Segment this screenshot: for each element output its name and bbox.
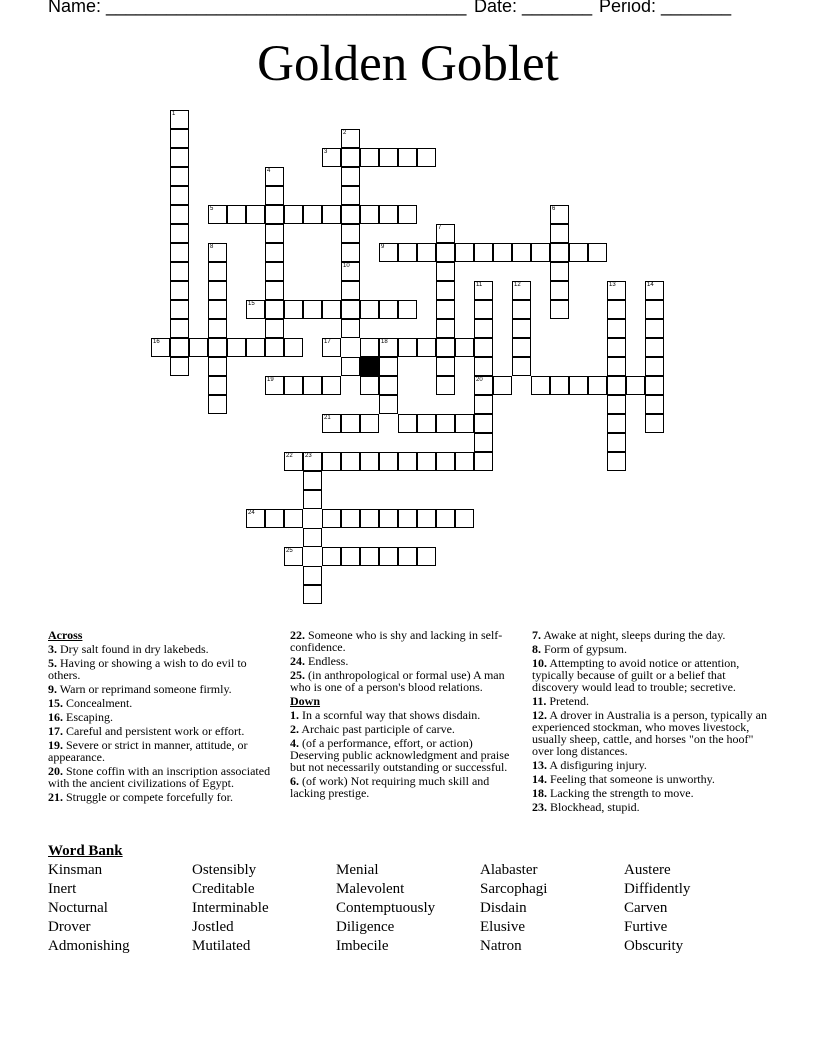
grid-cell[interactable] [303,205,322,224]
grid-cell[interactable] [246,300,265,319]
word-bank-title: Word Bank [48,843,123,859]
grid-cell[interactable] [341,262,360,281]
grid-cell[interactable] [398,509,417,528]
word-bank-item: Jostled [192,919,234,935]
grid-cell[interactable] [246,205,265,224]
grid-cell[interactable] [322,376,341,395]
word-bank-item: Mutilated [192,938,251,954]
grid-cell[interactable] [474,452,493,471]
grid-cell[interactable] [170,338,189,357]
grid-cell[interactable] [379,357,398,376]
grid-cell[interactable] [607,319,626,338]
word-bank-item: Interminable [192,900,269,916]
clue-down-1: 1. In a scornful way that shows disdain. [290,708,481,722]
grid-cell[interactable] [265,243,284,262]
clue-down-2: 2. Archaic past participle of carve. [290,722,455,736]
word-bank-item: Austere [624,862,671,878]
word-bank-item: Elusive [480,919,525,935]
clue-across-15: 15. Concealment. [48,696,133,710]
grid-cell[interactable] [417,509,436,528]
grid-cell[interactable] [265,281,284,300]
word-bank-item: Sarcophagi [480,881,548,897]
grid-cell[interactable] [398,452,417,471]
grid-cell[interactable] [379,547,398,566]
grid-cell[interactable] [208,300,227,319]
grid-cell[interactable] [569,376,588,395]
grid-cell[interactable] [322,148,341,167]
grid-cell[interactable] [474,243,493,262]
grid-cell[interactable] [170,281,189,300]
clue-down-11: 11. Pretend. [532,694,589,708]
clue-down-10: 10. Attempting to avoid notice or attention, typically because of guilt or a belief that discovery would lead to trouble; secretive. [532,656,740,694]
clue-number: 16 [153,339,160,345]
grid-cell[interactable] [607,433,626,452]
grid-cell[interactable] [436,452,455,471]
clue-across-22: 22. Someone who is shy and lacking in self-confidence. [290,628,503,654]
grid-cell[interactable] [246,509,265,528]
grid-cell[interactable] [550,224,569,243]
grid-cell[interactable] [341,452,360,471]
grid-cell[interactable] [379,300,398,319]
grid-cell[interactable] [341,224,360,243]
clue-number: 10 [343,263,350,269]
grid-cell[interactable] [284,300,303,319]
grid-cell[interactable] [341,243,360,262]
grid-cell[interactable] [208,357,227,376]
grid-cell[interactable] [303,452,322,471]
grid-cell[interactable] [170,319,189,338]
word-bank-item: Disdain [480,900,527,916]
clue-number: 14 [647,282,654,288]
grid-cell[interactable] [341,300,360,319]
grid-cell[interactable] [170,224,189,243]
clue-across-17: 17. Careful and persistent work or effort. [48,724,245,738]
grid-cell[interactable] [265,509,284,528]
grid-cell[interactable] [170,357,189,376]
clue-number: 22 [286,453,293,459]
grid-cell[interactable] [398,205,417,224]
grid-cell[interactable] [379,205,398,224]
word-bank-item: Contemptuously [336,900,436,916]
grid-cell[interactable] [512,300,531,319]
word-bank-item: Kinsman [48,862,103,878]
clue-down-13: 13. A disfiguring injury. [532,758,647,772]
grid-cell[interactable] [265,205,284,224]
grid-cell[interactable] [398,414,417,433]
grid-cell[interactable] [341,281,360,300]
grid-cell[interactable] [284,452,303,471]
grid-cell[interactable] [474,300,493,319]
clue-down-4: 4. (of a performance, effort, or action) Deserving public acknowledgment and praise but not necessarily outstanding or successful. [290,736,510,774]
word-bank-item: Obscurity [624,938,684,954]
grid-cell[interactable] [379,452,398,471]
clue-number: 11 [476,282,483,288]
clue-across-16: 16. Escaping. [48,710,113,724]
grid-cell[interactable] [398,300,417,319]
grid-cell[interactable] [360,414,379,433]
clue-down-23: 23. Blockhead, stupid. [532,800,640,814]
clue-across-25: 25. (in anthropological or formal use) A man who is one of a person's blood relations. [290,668,505,694]
grid-cell[interactable] [455,509,474,528]
black-cell [360,357,379,376]
grid-cell[interactable] [360,300,379,319]
word-bank-item: Carven [624,900,668,916]
grid-cell[interactable] [474,338,493,357]
grid-cell[interactable] [550,281,569,300]
grid-cell[interactable] [436,319,455,338]
grid-cell[interactable] [398,148,417,167]
grid-cell[interactable] [379,148,398,167]
grid-cell[interactable] [645,414,664,433]
grid-cell[interactable] [379,243,398,262]
grid-cell[interactable] [284,376,303,395]
grid-cell[interactable] [607,376,626,395]
grid-cell[interactable] [645,357,664,376]
grid-cell[interactable] [208,281,227,300]
grid-cell[interactable] [265,300,284,319]
grid-cell[interactable] [322,205,341,224]
grid-cell[interactable] [645,300,664,319]
grid-cell[interactable] [170,186,189,205]
grid-cell[interactable] [531,243,550,262]
clue-down-12: 12. A drover in Australia is a person, typically an experienced stockman, who moves livestock, usually sheep, cattle, and horses "on the hoof" over long distances. [532,708,767,758]
grid-cell[interactable] [417,452,436,471]
grid-cell[interactable] [436,281,455,300]
clue-number: 21 [324,415,331,421]
clue-across-24: 24. Endless. [290,654,349,668]
grid-cell[interactable] [474,395,493,414]
grid-cell[interactable] [607,395,626,414]
grid-cell[interactable] [227,338,246,357]
grid-cell[interactable] [170,300,189,319]
word-bank-item: Admonishing [48,938,130,954]
word-bank-item: Ostensibly [192,862,257,878]
word-bank-item: Creditable [192,881,255,897]
grid-cell[interactable] [379,338,398,357]
grid-cell[interactable] [455,452,474,471]
grid-cell[interactable] [284,547,303,566]
clue-across-21: 21. Struggle or compete forcefully for. [48,790,233,804]
grid-cell[interactable] [360,205,379,224]
clue-number: 12 [514,282,521,288]
clue-number: 24 [248,510,255,516]
grid-cell[interactable] [455,414,474,433]
word-bank-item: Imbecile [336,938,389,954]
grid-cell[interactable] [417,547,436,566]
grid-cell[interactable] [284,338,303,357]
word-bank-item: Nocturnal [48,900,108,916]
word-bank-item: Drover [48,919,91,935]
grid-cell[interactable] [341,129,360,148]
grid-cell[interactable] [607,281,626,300]
grid-cell[interactable] [512,338,531,357]
grid-cell[interactable] [550,376,569,395]
grid-cell[interactable] [360,509,379,528]
grid-cell[interactable] [436,509,455,528]
grid-cell[interactable] [436,243,455,262]
clue-down-7: 7. Awake at night, sleeps during the day. [532,628,726,642]
across-heading: Across [48,628,83,642]
grid-cell[interactable] [436,376,455,395]
grid-cell[interactable] [284,509,303,528]
grid-cell[interactable] [341,509,360,528]
grid-cell[interactable] [455,338,474,357]
grid-cell[interactable] [170,262,189,281]
grid-cell[interactable] [265,167,284,186]
grid-cell[interactable] [493,376,512,395]
grid-cell[interactable] [645,281,664,300]
grid-cell[interactable] [189,338,208,357]
word-bank-item: Diffidently [624,881,691,897]
clue-across-9: 9. Warn or reprimand someone firmly. [48,682,232,696]
grid-cell[interactable] [436,224,455,243]
grid-cell[interactable] [303,566,322,585]
grid-cell[interactable] [170,243,189,262]
grid-cell[interactable] [341,167,360,186]
grid-cell[interactable] [550,205,569,224]
grid-cell[interactable] [341,547,360,566]
grid-cell[interactable] [607,357,626,376]
grid-cell[interactable] [550,300,569,319]
grid-cell[interactable] [436,300,455,319]
word-bank-item: Furtive [624,919,668,935]
grid-cell[interactable] [607,452,626,471]
clue-number: 7 [438,225,442,231]
word-bank-item: Malevolent [336,881,405,897]
grid-cell[interactable] [341,148,360,167]
grid-cell[interactable] [208,319,227,338]
grid-cell[interactable] [151,338,170,357]
grid-cell[interactable] [645,395,664,414]
grid-cell[interactable] [607,414,626,433]
clue-number: 19 [267,377,274,383]
down-heading: Down [290,694,321,708]
clue-number: 9 [381,244,385,250]
grid-cell[interactable] [436,357,455,376]
grid-cell[interactable] [398,547,417,566]
grid-cell[interactable] [303,376,322,395]
grid-cell[interactable] [645,319,664,338]
name-field-label: Name: ____________________________________ [48,0,467,16]
grid-cell[interactable] [607,338,626,357]
grid-cell[interactable] [303,300,322,319]
grid-cell[interactable] [474,319,493,338]
grid-cell[interactable] [322,300,341,319]
grid-cell[interactable] [455,243,474,262]
grid-cell[interactable] [474,376,493,395]
grid-cell[interactable] [607,300,626,319]
grid-cell[interactable] [512,319,531,338]
grid-cell[interactable] [360,376,379,395]
word-bank-item: Inert [48,881,77,897]
grid-cell[interactable] [227,205,246,224]
grid-cell[interactable] [341,357,360,376]
clue-number: 15 [248,301,255,307]
grid-cell[interactable] [436,262,455,281]
grid-cell[interactable] [360,148,379,167]
grid-cell[interactable] [588,376,607,395]
clue-number: 6 [552,206,556,212]
grid-cell[interactable] [265,376,284,395]
grid-cell[interactable] [322,414,341,433]
clue-number: 17 [324,339,331,345]
word-bank-item: Alabaster [480,862,538,878]
grid-cell[interactable] [550,243,569,262]
clue-across-3: 3. Dry salt found in dry lakebeds. [48,642,209,656]
clue-number: 5 [210,206,214,212]
clue-across-20: 20. Stone coffin with an inscription associated with the ancient civilizations of Egypt. [48,764,271,790]
clue-number: 13 [609,282,616,288]
grid-cell[interactable] [512,243,531,262]
grid-cell[interactable] [265,262,284,281]
grid-cell[interactable] [170,205,189,224]
clues-column-2 [290,629,515,801]
period-field-label: Period: _______ [599,0,732,16]
grid-cell[interactable] [550,262,569,281]
grid-cell[interactable] [379,376,398,395]
grid-cell[interactable] [398,243,417,262]
clue-across-19: 19. Severe or strict in manner, attitude, or appearance. [48,738,248,764]
grid-cell[interactable] [208,395,227,414]
grid-cell[interactable] [341,414,360,433]
grid-cell[interactable] [436,414,455,433]
grid-cell[interactable] [208,376,227,395]
grid-cell[interactable] [360,338,379,357]
grid-cell[interactable] [341,186,360,205]
clue-down-6: 6. (of work) Not requiring much skill and lacking prestige. [290,774,490,800]
grid-cell[interactable] [341,319,360,338]
date-field-label: Date: _______ [474,0,593,16]
grid-cell[interactable] [303,585,322,604]
grid-cell[interactable] [417,414,436,433]
grid-cell[interactable] [645,376,664,395]
clue-number: 25 [286,548,293,554]
grid-cell[interactable] [170,148,189,167]
grid-cell[interactable] [417,338,436,357]
grid-cell[interactable] [379,509,398,528]
grid-cell[interactable] [645,338,664,357]
clue-number: 4 [267,168,271,174]
grid-cell[interactable] [569,243,588,262]
clues-column-3 [532,629,772,815]
grid-cell[interactable] [436,338,455,357]
clue-number: 18 [381,339,388,345]
word-bank-item: Menial [336,862,379,878]
grid-cell[interactable] [626,376,645,395]
clue-number: 20 [476,377,483,383]
grid-cell[interactable] [493,243,512,262]
clue-number: 3 [324,149,328,155]
grid-cell[interactable] [208,338,227,357]
grid-cell[interactable] [322,509,341,528]
puzzle-title: Golden Goblet [257,36,559,92]
clue-number: 23 [305,453,312,459]
clue-down-14: 14. Feeling that someone is unworthy. [532,772,715,786]
grid-cell[interactable] [417,243,436,262]
grid-cell[interactable] [341,205,360,224]
grid-cell[interactable] [208,205,227,224]
grid-cell[interactable] [265,186,284,205]
clue-number: 8 [210,244,214,250]
grid-cell[interactable] [284,205,303,224]
grid-cell[interactable] [398,338,417,357]
grid-cell[interactable] [322,547,341,566]
grid-cell[interactable] [303,490,322,509]
grid-cell[interactable] [474,357,493,376]
grid-cell[interactable] [322,338,341,357]
grid-cell[interactable] [208,243,227,262]
grid-cell[interactable] [474,433,493,452]
grid-cell[interactable] [170,129,189,148]
grid-cell[interactable] [474,281,493,300]
grid-cell[interactable] [360,547,379,566]
grid-cell[interactable] [265,224,284,243]
grid-cell[interactable] [208,262,227,281]
word-bank-item: Natron [480,938,522,954]
grid-cell[interactable] [303,528,322,547]
grid-cell[interactable] [265,319,284,338]
grid-cell[interactable] [512,357,531,376]
grid-cell[interactable] [512,281,531,300]
grid-cell[interactable] [474,414,493,433]
grid-cell[interactable] [265,338,284,357]
clue-number: 1 [172,111,176,117]
grid-cell[interactable] [588,243,607,262]
grid-cell[interactable] [170,110,189,129]
word-bank-item: Diligence [336,919,395,935]
grid-cell[interactable] [170,167,189,186]
clue-down-8: 8. Form of gypsum. [532,642,628,656]
grid-cell[interactable] [360,452,379,471]
clue-down-18: 18. Lacking the strength to move. [532,786,694,800]
grid-cell[interactable] [246,338,265,357]
grid-cell[interactable] [322,452,341,471]
grid-cell[interactable] [303,471,322,490]
grid-cell[interactable] [379,395,398,414]
clue-across-5: 5. Having or showing a wish to do evil to others. [48,656,247,682]
grid-cell[interactable] [417,148,436,167]
clue-number: 2 [343,130,347,136]
grid-cell[interactable] [531,376,550,395]
clues-column-1 [48,629,273,805]
